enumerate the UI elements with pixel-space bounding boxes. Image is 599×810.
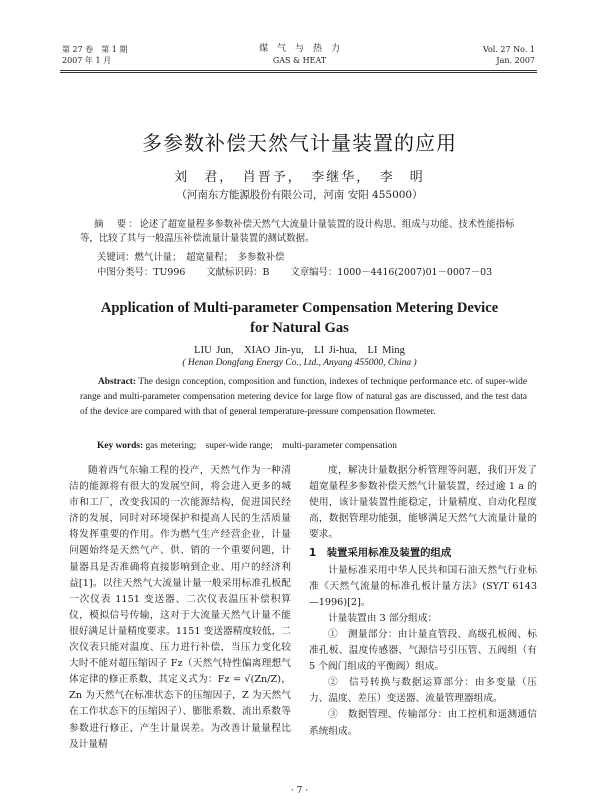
affiliation-en: ( Henan Dongfang Energy Co., Ltd., Anyang 455000, China ) [182,358,417,368]
section-heading-1: 1 装置采用标准及装置的组成 [309,547,452,560]
classification-info [97,266,542,280]
article-number: 文章编号：1000－4416(2007)01－0007－03 [290,267,493,278]
paper-title-cn: 多参数补偿天然气计量装置的应用 [142,131,457,155]
issue-date-text: 2007 年 1 月 [62,56,112,65]
header-rule-second [60,72,537,73]
keywords-en [97,437,397,451]
keywords-cn [97,251,542,265]
journal-name-en: GAS & HEAT [272,56,327,65]
list-item-signal: ② 信号转换与数据运算部分：由多变量（压力、温度、差压）变送器、流量管理器组成。 [309,677,537,705]
authors-cn: 刘 君， 肖晋予， 李继华， 李 明 [174,170,425,185]
volume-en-text: Vol. 27 No. 1 [482,45,535,54]
body-paragraph-continued: 度，解决计量数据分析管理等问题，我们开发了超宽量程多参数补偿天然气计量装置，经过逾 1 a 的使用，该计量装置性能稳定，计量精度、自动化程度高，数据管理功能强，能够满足天然气大流量计量的要求。 [309,465,537,541]
abstract-cn-label: 摘 要： [94,219,140,230]
page-number: · 7 · [290,786,309,796]
body-paragraph-intro: 随着西气东输工程的投产，天然气作为一种清洁的能源将有很大的发展空间，将会进入更多的城市和工厂，改变我国的一次能源结构，促进国民经济的发展，同时对环境保护和提高人民的生活质量将发挥重要的作用。作为燃气生产经营企业，计量问题始终是天然气产、供、销的一个重要问题，计量器具是否准确将直接影响到企业、用户的经济利益[1]。以往天然气大流量计量一般采用标准孔板配一次仪表 1151 变送器、二次仪表温压补偿积算仪，模拟信号传输，这对于大流量天然气计量不能很好满足计量精度要求。1151 变送器精度较低，二次仪表只能对温度、压力进行补偿，当压力变化较大时不能对超压缩因子 Fz（天然气特性偏离理想气体定律的修正系数，其定义式为：Fz = √(Zn/Z)，Zn 为天然气在标准状态下的压缩因子，Z 为天然气在工作状态下的压缩因子）、膨胀系数、流出系数等参数进行修正，产生计量误差。为改善计量量程比及计量精 [69,465,291,750]
body-paragraph-standard: 计量标准采用中华人民共和国石油天然气行业标准《天然气流量的标准孔板计量方法》(SY/T 6143—1996)[2]。 [309,564,537,608]
header-rule [60,70,537,71]
body-paragraph-composition: 计量装置由 3 部分组成： [328,612,438,624]
volume-issue-text: 第 27 卷 第 1 期 [62,45,128,54]
document-code: 文献标识码：B [206,267,270,278]
keywords-cn-text: 燃气计量； 超宽量程； 多参数补偿 [134,252,285,263]
body-column-left [69,463,291,753]
list-item-data: ③ 数据管理、传输部分：由工控机和遥测通信系统组成。 [309,709,537,737]
abstract-en-label: Abstract: [98,377,137,387]
title-en-line1: Application of Multi-parameter Compensation Metering Device [100,300,499,316]
affiliation-cn: （河南东方能源股份有限公司，河南 安阳 455000） [176,189,423,201]
journal-volume-en [483,44,535,66]
journal-name-cn: 煤 气 与 热 力 [258,44,340,54]
list-item-measurement: ① 测量部分：由计量直管段、高级孔板阀、标准孔板、温度传感器、气源信号引压管、五阀组（有 5 个阀门组成的平衡阀）组成。 [309,628,537,673]
abstract-cn-text: 论述了超宽量程多参数补偿天然气大流量计量装置的设计构思、组成与功能、技术性能指标等，比较了其与一般温压补偿流量计量装置的测试数据。 [80,219,515,244]
clc-number: 中图分类号：TU996 [97,267,186,278]
abstract-en [80,375,527,420]
paper-title-en [0,298,599,338]
authors-en: LIU Jun, XIAO Jin-yu, LI Ji-hua, LI Ming [194,345,405,356]
keywords-cn-label: 关键词： [97,252,135,263]
keywords-en-text: gas metering; super-wide range; multi-parameter compensation [145,441,397,451]
body-column-right [309,463,537,740]
title-en-line2: for Natural Gas [250,320,349,336]
keywords-en-label: Key words: [97,441,144,451]
date-en-text: Jan. 2007 [496,56,535,65]
abstract-en-text: The design conception, composition and function, indexes of technique performance etc. of super-wide range and multi-parameter compensation metering device for large flow of natural gas are discussed, and the test data of the device are compared with that of general temperature-pressure compensation flowmeter. [80,377,527,417]
abstract-cn [80,218,525,246]
